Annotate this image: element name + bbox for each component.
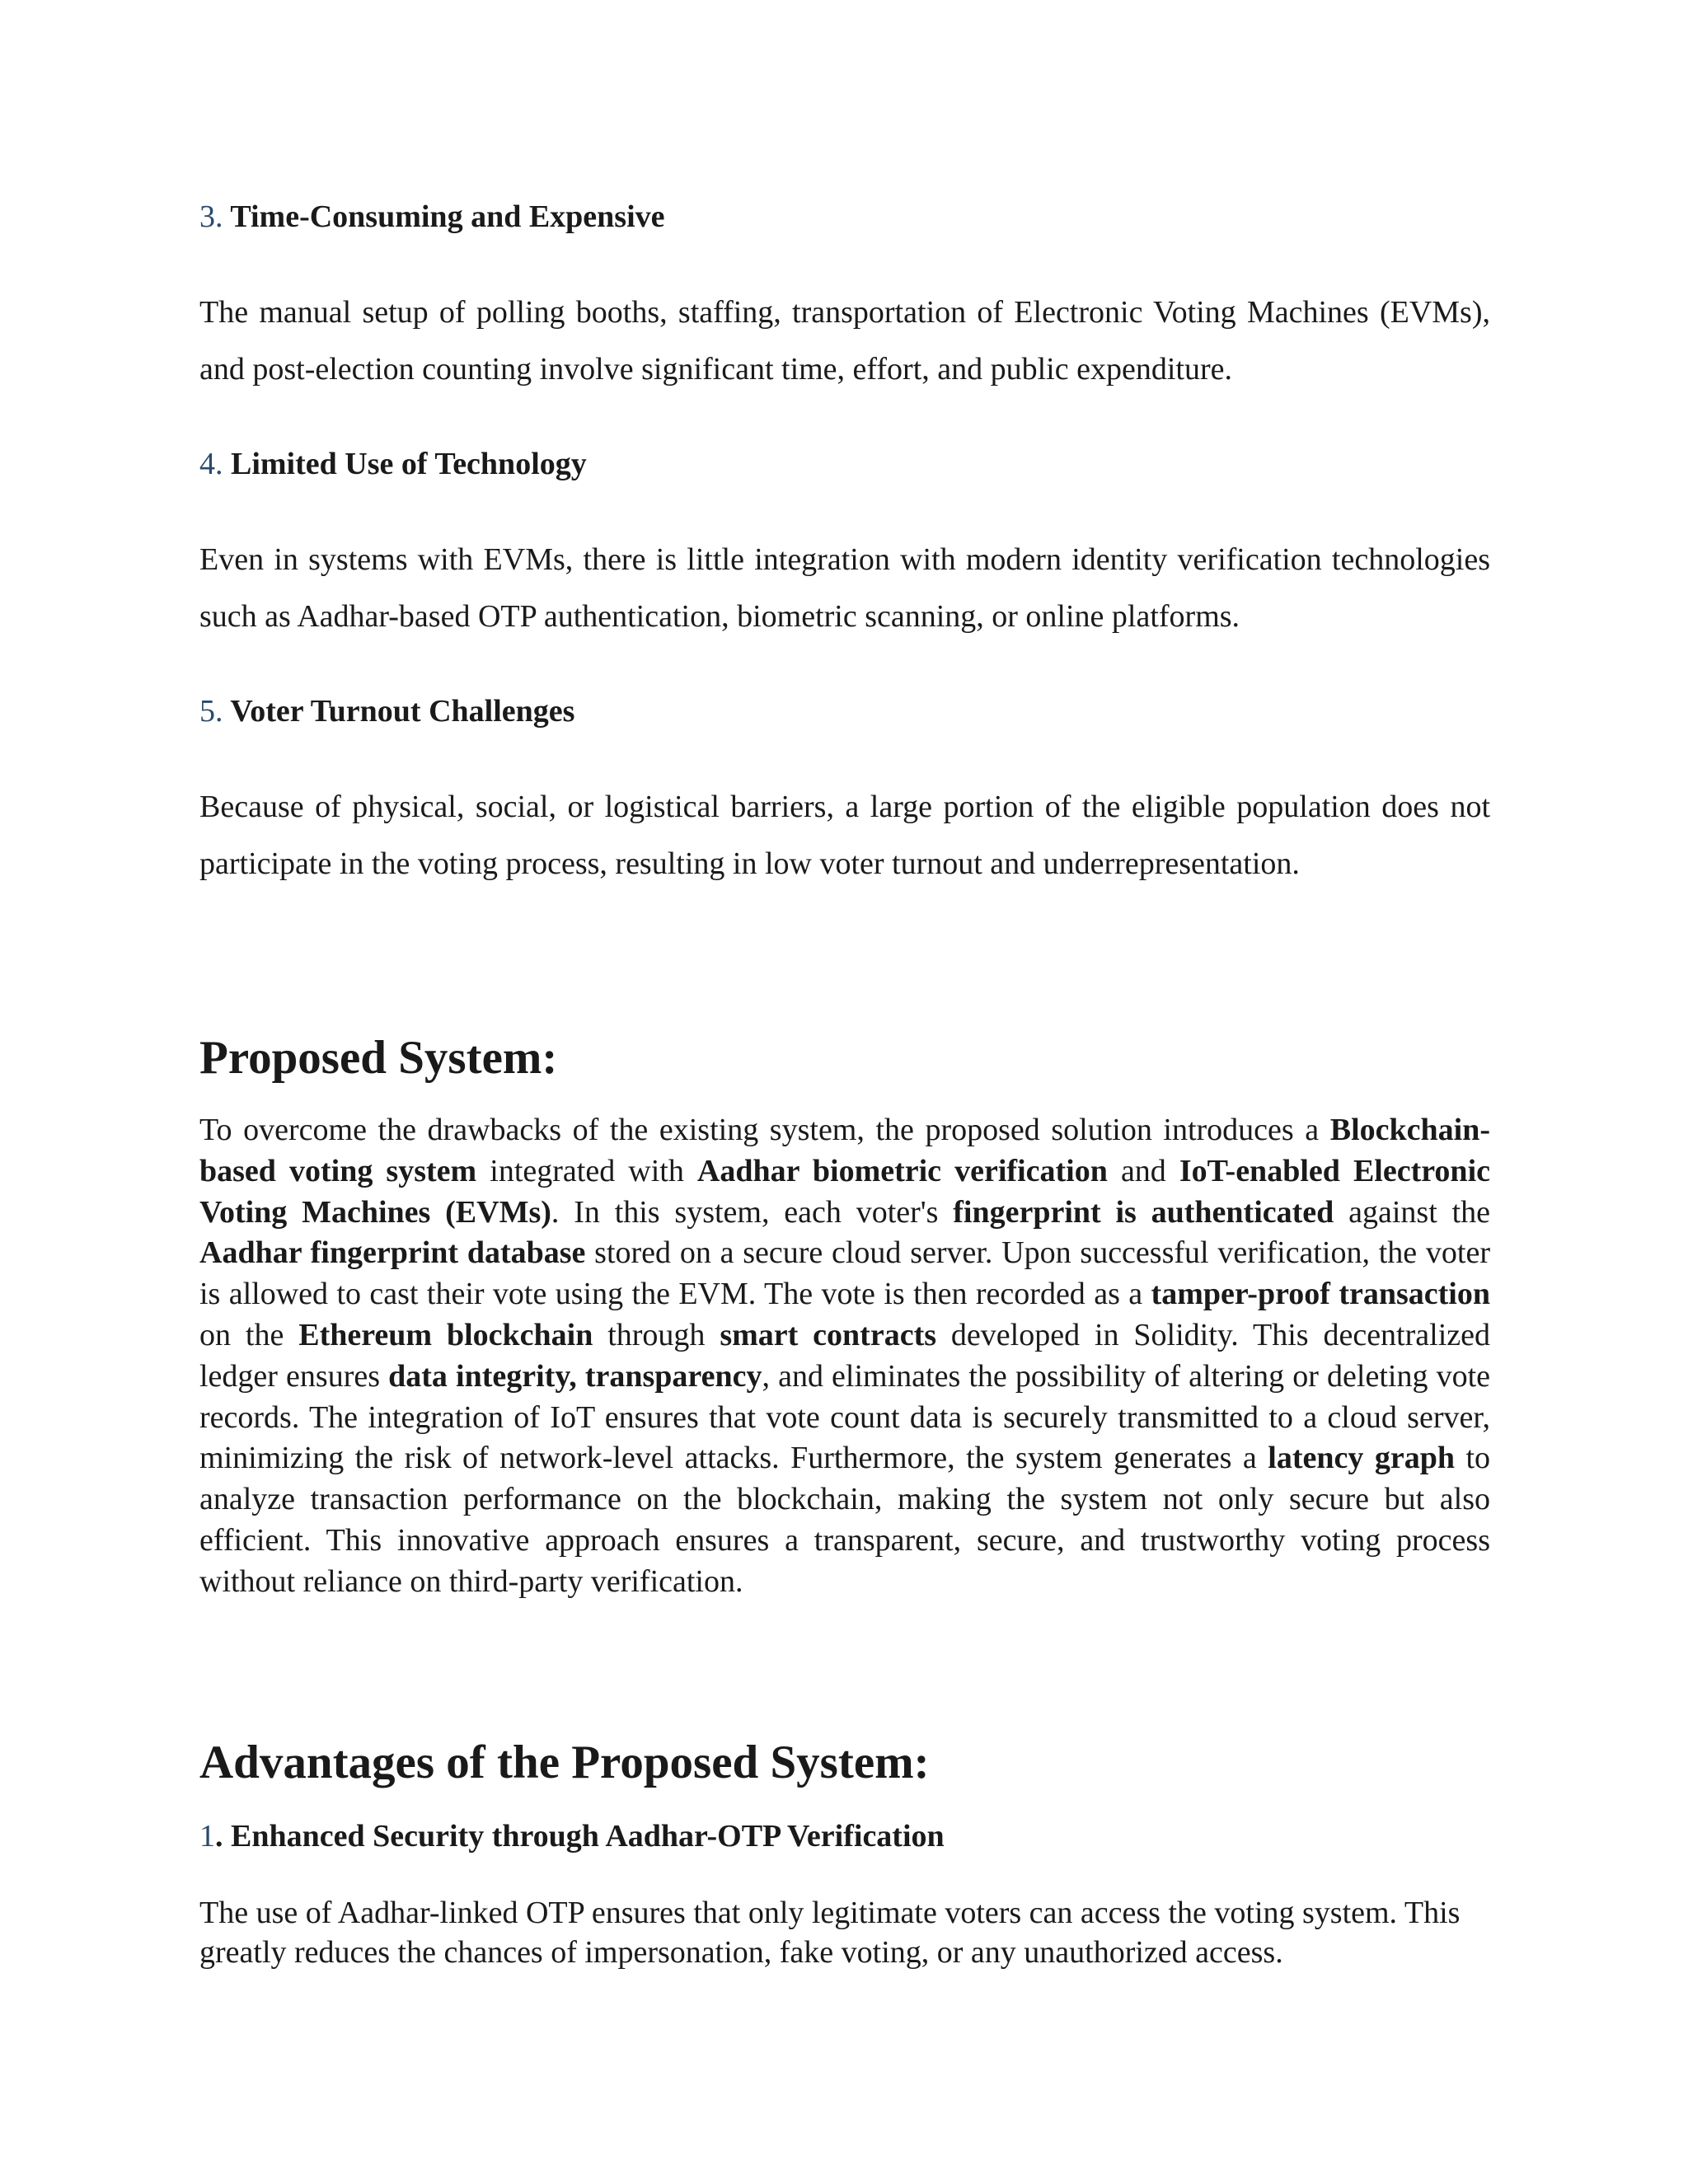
item-number: 4.	[199, 447, 223, 481]
bold-term: Aadhar fingerprint database	[199, 1235, 586, 1271]
bold-term: Ethereum blockchain	[298, 1317, 593, 1352]
item-number: 3.	[199, 199, 223, 234]
item-heading-3	[199, 198, 1490, 236]
advantage-body-1	[199, 1893, 1490, 1972]
text-run: stored on a secure cloud server. Upon successful verification, the voter is allowed to cast their vote using the EVM. The vote is then recorded as a	[199, 1235, 1491, 1312]
bold-term: Blockchain-based voting system	[199, 1113, 1490, 1188]
item-number: 1	[199, 1819, 215, 1854]
list-item-heading	[199, 1817, 1490, 1855]
advantage-heading-1	[199, 1817, 1490, 1855]
item-body-5	[199, 779, 1490, 893]
item-title: Limited Use of Technology	[231, 447, 587, 481]
list-item-heading	[199, 198, 1490, 236]
text-run: developed in Solidity. This decentralized ledger ensures	[199, 1317, 1490, 1394]
item-title: Voter Turnout Challenges	[230, 694, 575, 729]
text-run: integrated with	[476, 1153, 697, 1188]
list-item-heading	[199, 445, 1490, 483]
section-heading-advantages: Advantages of the Proposed System:	[199, 1736, 930, 1788]
item-heading-5	[199, 692, 1490, 730]
bold-term: tamper-proof transaction	[1151, 1277, 1490, 1312]
bold-term: data integrity, transparency	[388, 1358, 762, 1394]
paragraph: Even in systems with EVMs, there is little integration with modern identity verification technologies such as Aadhar-based OTP authentication, biometric scanning, or online platforms.	[199, 542, 1490, 634]
bold-term: smart contracts	[720, 1317, 937, 1352]
paragraph: The use of Aadhar-linked OTP ensures that only legitimate voters can access the voting system. This greatly reduces the chances of impersonation, fake voting, or any unauthorized access.	[199, 1896, 1461, 1970]
text-run: against the	[1334, 1194, 1490, 1230]
paragraph: Because of physical, social, or logistical barriers, a large portion of the eligible population does not participate in the voting process, resulting in low voter turnout and underrepresentation.	[199, 790, 1490, 881]
advantages-section	[199, 1735, 1490, 1791]
text-run: on the	[199, 1317, 299, 1352]
item-title: . Enhanced Security through Aadhar-OTP Verification	[215, 1819, 945, 1854]
text-run: To overcome the drawbacks of the existing system, the proposed solution introduces a	[199, 1113, 1330, 1147]
item-title: Time-Consuming and Expensive	[230, 199, 665, 234]
item-body-3	[199, 284, 1490, 398]
proposed-body	[199, 1110, 1490, 1603]
proposed-section	[199, 1030, 1490, 1086]
proposed-paragraph	[199, 1110, 1490, 1603]
bold-term: Aadhar biometric verification	[696, 1153, 1108, 1188]
section-heading-proposed: Proposed System:	[199, 1032, 558, 1084]
bold-term: fingerprint is authenticated	[953, 1194, 1334, 1230]
bold-term: latency graph	[1268, 1441, 1455, 1476]
bold-term: IoT-enabled Electronic Voting Machines (EVMs)	[199, 1153, 1490, 1230]
item-heading-4	[199, 445, 1490, 483]
text-run: and	[1107, 1153, 1179, 1188]
item-body-4	[199, 532, 1490, 645]
text-run: to analyze transaction performance on the blockchain, making the system not only secure but also efficient. This innovative approach ensures a transparent, secure, and trustworthy voting process without reliance on third-party verification.	[199, 1441, 1490, 1599]
item-number: 5.	[199, 694, 223, 729]
text-run: through	[593, 1317, 720, 1352]
paragraph: The manual setup of polling booths, staffing, transportation of Electronic Voting Machines (EVMs), and post-election counting involve significant time, effort, and public expenditure.	[199, 295, 1490, 387]
text-run: , and eliminates the possibility of altering or deleting vote records. The integration of IoT ensures that vote count data is securely transmitted to a cloud server, minimizing the risk of network-level attacks. Furthermore, the system generates a	[199, 1358, 1490, 1476]
list-item-heading	[199, 692, 1490, 730]
text-run: . In this system, each voter's	[551, 1194, 954, 1230]
